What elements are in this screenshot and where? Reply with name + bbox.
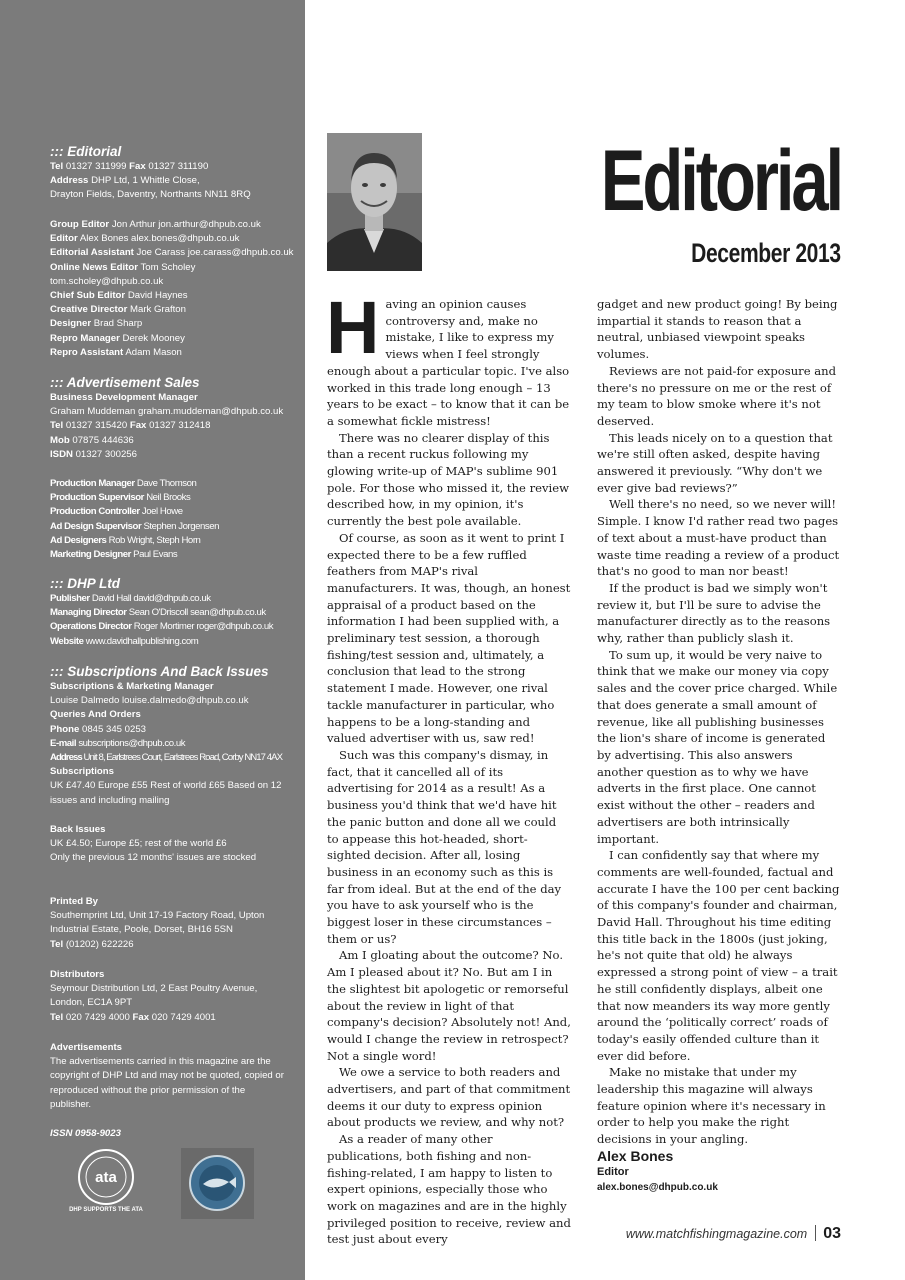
author-role: Editor — [597, 1166, 629, 1178]
staff-role: Designer — [50, 318, 92, 330]
dhp-role: Managing Director — [50, 607, 127, 619]
production-role: Marketing Designer — [50, 549, 131, 561]
staff-role: Chief Sub Editor — [50, 290, 126, 302]
subs-address: Unit 8, Earlstrees Court, Earlstrees Road, Corby NN17 4AX — [83, 752, 283, 764]
issue-date: December 2013 — [691, 238, 841, 268]
back-issues-block — [50, 823, 298, 866]
editorial-address-line1: DHP Ltd, 1 Whittle Close, — [91, 175, 200, 187]
ads-fax: 01327 312418 — [149, 420, 211, 432]
production-name: Dave Thomson — [136, 478, 197, 489]
article-paragraph: Such was this company's dismay, in fact, that it cancelled all of its advertising for 2014 as a result! As a business you'd think that we'd have hit the panic button and done all we could to appease this hot-headed, short-sighted decision. After all, losing business in an economy such as this is far from ideal. But at the end of the day you have to ask yourself who is the biggest loser in these circumstances – them or us? — [327, 747, 562, 946]
queries-orders-label: Queries And Orders — [50, 709, 141, 721]
editorial-heading: ::: Editorial — [50, 144, 122, 159]
staff-name: Jon Arthur jon.arthur@dhpub.co.uk — [111, 219, 261, 230]
paragraph-text: aving an opinion causes controversy and, make no mistake, I like to express my views when I feel strongly enough about a particular topic. I've also worked in this trade long enough – 13 years to be exact – to know that it can be a somewhat fickle mistress! — [327, 297, 570, 428]
subs-manager: Louise Dalmedo louise.dalmedo@dhpub.co.uk — [50, 695, 249, 707]
mob-label: Mob — [50, 434, 70, 446]
phone-label: Phone — [50, 723, 80, 735]
article-paragraph: Reviews are not paid-for exposure and there's no pressure on me or the rest of my team to blow smoke where it's not deserved. — [597, 363, 837, 428]
article-paragraph: To sum up, it would be very naive to think that we make our money via copy sales and the cover price charged. While that does generate a small amount of revenue, like all publishing businesses the lion's share of income is generated by advertising. This also answers another question as to why we have adverts in the first place. One cannot exist without the other – readers and advertisers are both intrinsically important. — [597, 647, 838, 846]
staff-role: Editorial Assistant — [50, 247, 134, 259]
article-paragraph: There was no clearer display of this than a recent ruckus following my glowing write-up of MAP's sublime 901 pole. For those who missed it, the review described how, in my opinion, it's currently the best pole available. — [327, 430, 570, 529]
staff-name: Brad Sharp — [93, 318, 143, 330]
drop-cap: H — [326, 286, 380, 369]
article-paragraph: Of course, as soon as it went to print I expected there to be a few ruffled feathers from MAP's rival manufacturers. It was, though, an honest appraisal of a product based on the information I had been supplied with, a preliminary test session, a thorough fishing/test session and, ultimately, a conclusion that lead to the strong statement I made. However, one rival tackle manufacturer in particular, who happens to be a long-standing and valued advertiser with us, saw red! — [327, 530, 571, 746]
signature-block — [597, 1147, 718, 1195]
staff-list — [50, 218, 298, 360]
production-role: Production Supervisor — [50, 492, 144, 504]
printer-address: Southernprint Ltd, Unit 17-19 Factory Road, Upton Industrial Estate, Poole, Dorset, BH16 5SN — [50, 910, 265, 936]
staff-role: Online News Editor — [50, 261, 138, 273]
subs-phone: 0845 345 0253 — [82, 723, 147, 735]
footer-divider — [815, 1225, 816, 1241]
ata-logo-text: ata — [95, 1169, 117, 1186]
distributors-block — [50, 968, 298, 1025]
distributors-label: Distributors — [50, 969, 105, 980]
dhp-role: Website — [50, 635, 84, 647]
back-issues-note: Only the previous 12 months' issues are stocked — [50, 852, 257, 864]
bdm-label: Business Development Manager — [50, 392, 198, 403]
editorial-tel: 01327 311999 — [65, 161, 127, 172]
staff-name: Adam Mason — [125, 346, 182, 358]
production-role: Production Controller — [50, 506, 140, 518]
website-link[interactable]: www.matchfishingmagazine.com — [625, 1227, 808, 1241]
page-number: 03 — [823, 1225, 841, 1242]
article-paragraph: As a reader of many other publications, both fishing and non-fishing-related, I am happy to listen to expert opinions, especially those who work on magazines and are in the highly privileged position to receive, review and test just about every — [327, 1132, 571, 1247]
tel-label: Tel — [50, 1011, 64, 1023]
dhp-name: David Hall david@dhpub.co.uk — [91, 593, 211, 604]
subs-manager-label: Subscriptions & Marketing Manager — [50, 681, 214, 692]
editorial-fax: 01327 311190 — [148, 161, 209, 172]
production-list — [50, 477, 298, 562]
isdn-label: ISDN — [50, 448, 73, 460]
address-label: Address — [50, 175, 89, 187]
staff-role: Group Editor — [50, 219, 110, 230]
fax-label: Fax — [129, 161, 146, 172]
production-name: Joel Howe — [141, 506, 183, 518]
tel-label: Tel — [50, 161, 64, 172]
dhp-block — [50, 575, 298, 649]
distributor-tel: 020 7429 4000 — [65, 1011, 130, 1023]
editor-photo — [327, 133, 422, 271]
ata-logo-icon — [64, 1147, 148, 1207]
ads-mob: 07875 444636 — [72, 434, 134, 446]
article-paragraph: Well there's no need, so we never will! Simple. I know I'd rather read two pages of text about a must-have product than waste time reading a review of a product that's no good to man nor beast! — [597, 497, 840, 579]
production-name: Neil Brooks — [146, 492, 191, 504]
production-name: Paul Evans — [133, 549, 178, 561]
staff-role: Repro Assistant — [50, 346, 124, 358]
fish-emblem-icon — [181, 1148, 254, 1219]
address-label: Address — [50, 752, 82, 764]
article-column-1 — [326, 286, 571, 1248]
article-paragraph: We owe a service to both readers and advertisers, and part of that commitment deems it our duty to express opinion about products we review, and why not? — [327, 1065, 571, 1130]
angling-trust-badge — [181, 1148, 254, 1219]
back-issues-prices: UK £4.50; Europe £5; rest of the world £6 — [50, 838, 227, 850]
ad-sales-heading: ::: Advertisement Sales — [50, 375, 200, 390]
distributor-fax: 020 7429 4001 — [151, 1011, 216, 1023]
production-role: Production Manager — [50, 478, 135, 489]
staff-name: Tom Scholey tom.scholey@dhpub.co.uk — [50, 261, 196, 287]
fax-label: Fax — [129, 420, 147, 432]
dhp-heading: ::: DHP Ltd — [50, 576, 120, 591]
staff-name: David Haynes — [127, 290, 188, 302]
staff-role: Editor — [50, 233, 78, 245]
ads-tel: 01327 315420 — [65, 420, 128, 432]
ata-badge — [64, 1147, 148, 1217]
dhp-name: Sean O'Driscoll sean@dhpub.co.uk — [128, 607, 266, 619]
printed-by-block — [50, 895, 298, 952]
article-column-2 — [597, 296, 842, 1148]
production-role: Ad Design Supervisor — [50, 520, 142, 532]
dhp-website[interactable]: www.davidhallpublishing.com — [85, 635, 199, 647]
advertisements-notice: The advertisements carried in this magazine are the copyright of DHP Ltd and may not be quoted, copied or reproduced without the prior permission of the publisher. — [50, 1056, 284, 1110]
article-paragraph: This leads nicely on to a question that we're still often asked, despite having answered it previously. “Why don't we ever give bad reviews?” — [597, 430, 833, 495]
article-paragraph: I can confidently say that where my comments are well-founded, factual and accurate I have the 100 per cent backing of this company's founder and chairman, David Hall. Throughout his time editing this title back in the 1800s (just joking, he's not quite that old) he always expressed a strong point of view – a trait he still confidently displays, albeit one that now meanders its way more gently around the ‘politically correct’ roads of today's easily offended culture than it ever did before. — [597, 848, 840, 1063]
article-paragraph: Am I gloating about the outcome? No. Am I pleased about it? No. But am I in the slightest bit apologetic or remorseful about the review in light of that company's decision? Absolutely not! And, would I change the review in retrospect? Not a single word! — [327, 948, 571, 1063]
ata-caption: DHP SUPPORTS THE ATA — [69, 1207, 143, 1213]
email-label: E-mail — [50, 737, 77, 749]
subs-email: subscriptions@dhpub.co.uk — [78, 737, 186, 749]
author-email[interactable]: alex.bones@dhpub.co.uk — [597, 1182, 718, 1193]
distributor-address: Seymour Distribution Ltd, 2 East Poultry Avenue, London, EC1A 9PT — [50, 983, 258, 1009]
staff-role: Creative Director — [50, 304, 128, 316]
subscriptions-block — [50, 663, 298, 808]
masthead-sidebar — [0, 0, 305, 1280]
subscriptions-heading: ::: Subscriptions And Back Issues — [50, 664, 269, 679]
ads-isdn: 01327 300256 — [75, 448, 137, 460]
printed-by-label: Printed By — [50, 896, 98, 907]
page-footer — [626, 1225, 841, 1243]
tel-label: Tel — [50, 420, 64, 432]
dhp-name: Roger Mortimer roger@dhpub.co.uk — [133, 621, 274, 633]
article-paragraph — [326, 286, 571, 430]
article-paragraph: gadget and new product going! By being impartial it stands to reason that a neutral, unbiased viewpoint speaks volumes. — [597, 297, 838, 362]
tel-label: Tel — [50, 938, 64, 950]
staff-name: Mark Grafton — [130, 304, 186, 316]
printer-tel: (01202) 622226 — [65, 938, 134, 950]
dhp-role: Publisher — [50, 593, 90, 604]
advertisements-block — [50, 1041, 298, 1112]
back-issues-label: Back Issues — [50, 824, 106, 835]
editorial-address-line2: Drayton Fields, Daventry, Northants NN11 8RQ — [50, 189, 251, 201]
production-name: Stephen Jorgensen — [143, 520, 220, 532]
subscription-prices: UK £47.40 Europe £55 Rest of world £65 Based on 12 issues and including mailing — [50, 780, 282, 806]
staff-role: Repro Manager — [50, 332, 120, 344]
production-name: Rob Wright, Steph Horn — [108, 534, 201, 546]
staff-name: Derek Mooney — [122, 332, 185, 344]
issn: ISSN 0958-9023 — [50, 1128, 121, 1139]
staff-name: Alex Bones alex.bones@dhpub.co.uk — [79, 233, 240, 245]
author-name: Alex Bones — [597, 1148, 674, 1164]
advertisements-label: Advertisements — [50, 1042, 122, 1053]
article-paragraph: If the product is bad we simply won't review it, but I'll be sure to advise the manufacturer directly as to the reasons why, rather than publicly slash it. — [597, 580, 831, 646]
bdm-name: Graham Muddeman graham.muddeman@dhpub.co.uk — [50, 406, 284, 418]
page-title: Editorial — [600, 133, 841, 229]
article-paragraph: Make no mistake that under my leadership this magazine will always feature opinion where it's necessary in order to help you make the right decisions in your angling. — [597, 1065, 826, 1147]
dhp-role: Operations Director — [50, 621, 132, 633]
subscriptions-label: Subscriptions — [50, 766, 114, 778]
ad-sales-block — [50, 374, 298, 462]
fax-label: Fax — [132, 1011, 150, 1023]
editorial-block — [50, 143, 298, 203]
staff-name: Joe Carass joe.carass@dhpub.co.uk — [136, 247, 294, 259]
production-role: Ad Designers — [50, 534, 107, 546]
